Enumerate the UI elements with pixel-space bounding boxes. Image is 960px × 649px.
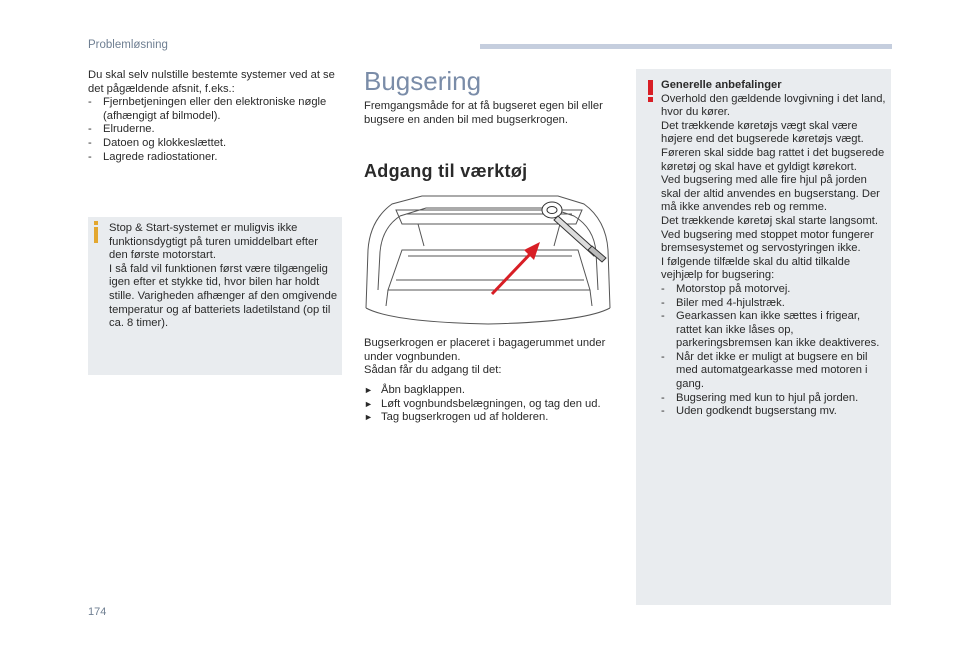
section-label: Problemløsning xyxy=(88,39,168,51)
list-item: - Når det ikke er muligt at bugsere en bil med automatgearkasse med motoren i gang. xyxy=(661,351,887,392)
header-bar xyxy=(480,44,892,49)
list-item: - Motorstop på motorvej. xyxy=(661,283,887,297)
list-item: - Datoen og klokkeslættet. xyxy=(88,137,340,151)
step-text: Tag bugserkrogen ud af holderen. xyxy=(381,411,549,424)
page-number: 174 xyxy=(88,606,107,618)
list-item: - Gearkassen kan ikke sættes i frigear, rattet kan ikke låses op, parkeringsbremsen kan ikke deaktiveres. xyxy=(661,310,887,351)
access-text: Sådan får du adgang til det: xyxy=(364,364,502,377)
info-icon xyxy=(92,221,100,243)
step-text: Løft vognbundsbelægningen, og tag den ud. xyxy=(381,397,601,410)
list-item: - Uden godkendt bugserstang mv. xyxy=(661,405,887,419)
boot-illustration xyxy=(362,190,616,330)
warning-paragraph: Føreren skal sidde bag rattet i det bugserede køretøj og skal have et gyldigt kørekort. xyxy=(661,146,885,173)
warning-paragraph: Overhold den gældende lovgivning i det land, hvor du kører. xyxy=(661,92,886,119)
reset-intro: Du skal selv nulstille bestemte systemer ved at se det pågældende afsnit, f.eks.: xyxy=(88,69,335,95)
step-list xyxy=(364,384,619,425)
chevron-right-icon: ► xyxy=(364,385,373,395)
list-item xyxy=(364,398,619,412)
info-text xyxy=(109,222,339,331)
list-item: - Lagrede radiostationer. xyxy=(88,151,340,165)
page-title: Bugsering xyxy=(364,66,482,96)
reset-systems-section xyxy=(88,69,340,164)
reset-list xyxy=(88,96,340,164)
warning-paragraph: Det trækkende køretøjs vægt skal være højere end det bugserede køretøjs vægt. xyxy=(661,119,864,146)
list-item xyxy=(364,384,619,398)
assistance-list xyxy=(661,283,887,419)
list-item: - Elruderne. xyxy=(88,123,340,137)
list-item: - Bugsering med kun to hjul på jorden. xyxy=(661,392,887,406)
chevron-right-icon: ► xyxy=(364,412,373,423)
warning-paragraph: Det trækkende køretøj skal starte langsomt. xyxy=(661,214,878,227)
step-text: Åbn bagklappen. xyxy=(381,384,465,396)
info-paragraph: I så fald vil funktionen først være tilgængelig igen efter et stykke tid, hvor bilen har holdt stille. Varigheden afhænger af den omgivende temperatur og af batteriets ladetilstand (op til ca. 8 timer). xyxy=(109,262,338,330)
chevron-right-icon: ► xyxy=(364,398,373,409)
section-heading: Adgang til værktøj xyxy=(364,161,528,181)
warning-heading: Generelle anbefalinger xyxy=(661,79,782,91)
list-item xyxy=(364,411,619,425)
towing-intro: Fremgangsmåde for at få bugseret egen bil eller bugsere en anden bil med bugserkrogen. xyxy=(364,100,603,126)
warning-paragraph: Ved bugsering med stoppet motor fungerer bremsesystemet og servostyringen ikke. xyxy=(661,228,874,255)
warning-text xyxy=(661,79,887,419)
info-paragraph: Stop & Start-systemet er muligvis ikke funktionsdygtigt på turen umiddelbart efter den første motorstart. xyxy=(109,222,318,262)
warning-paragraph: Ved bugsering med alle fire hjul på jorden skal der altid anvendes en bugserstang. Der må ikke anvendes reb og remme. xyxy=(661,174,880,214)
warning-icon xyxy=(648,80,653,102)
location-text: Bugserkrogen er placeret i bagagerummet under under vognbunden. xyxy=(364,337,606,363)
list-item: - Fjernbetjeningen eller den elektroniske nøgle (afhængigt af bilmodel). xyxy=(88,96,340,123)
warning-paragraph: I følgende tilfælde skal du altid tilkalde vejhjælp for bugsering: xyxy=(661,255,851,282)
list-item: - Biler med 4-hjulstræk. xyxy=(661,297,887,311)
hook-location xyxy=(364,337,614,378)
